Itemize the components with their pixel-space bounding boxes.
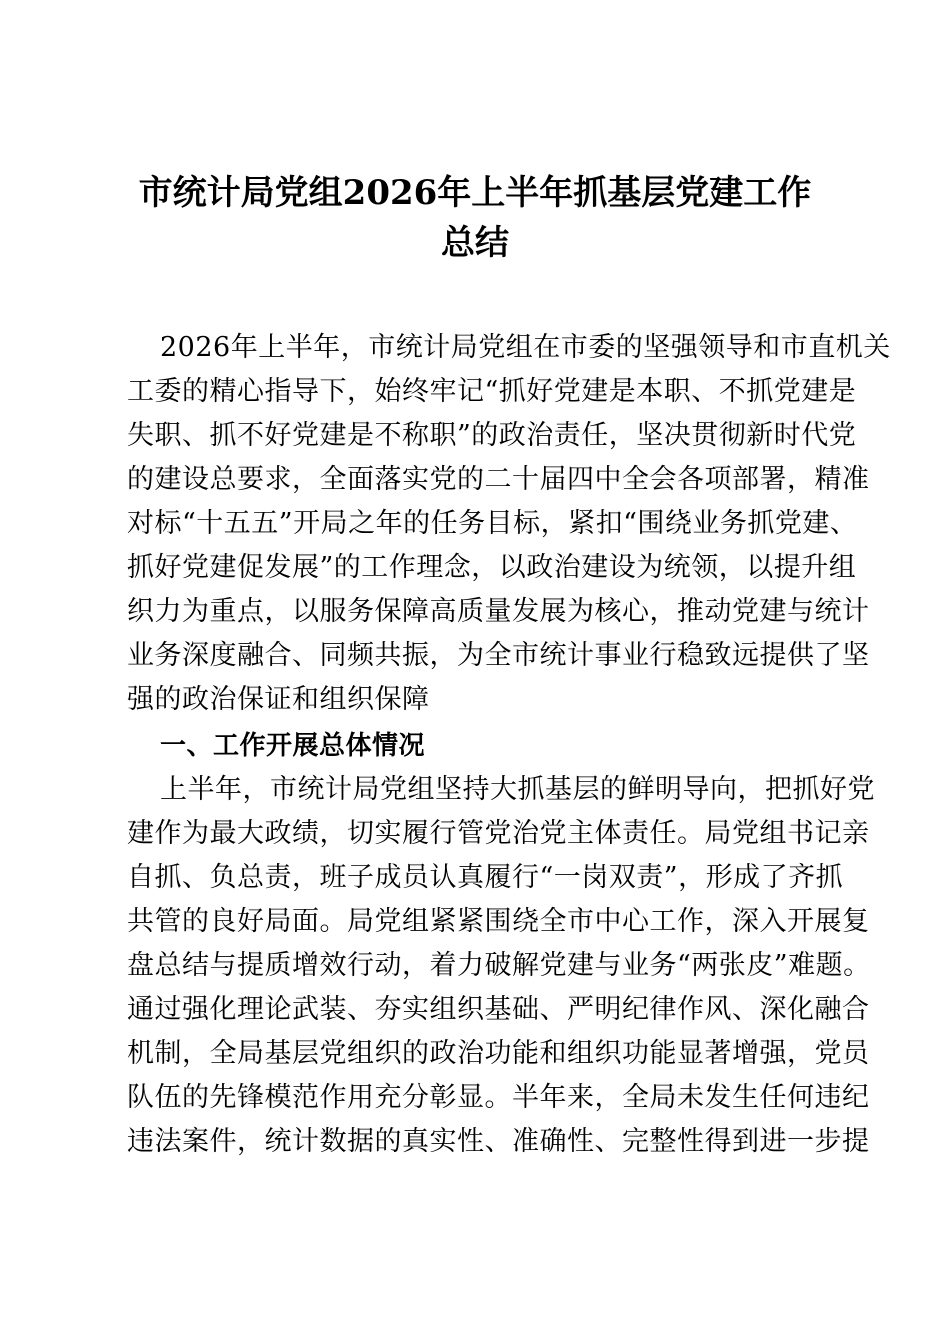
section1-line-1: 上半年，市统计局党组坚持大抓基层的鲜明导向，把抓好党 bbox=[160, 774, 875, 805]
intro-line-6: 抓好党建促发展”的工作理念，以政治建设为统领，以提升组 bbox=[127, 552, 857, 583]
section1-line-5: 盘总结与提质增效行动，着力破解党建与业务“两张皮”难题。 bbox=[127, 950, 871, 981]
document-title-line-1: 市统计局党组2026年上半年抓基层党建工作 bbox=[138, 173, 812, 213]
intro-line-9: 强的政治保证和组织保障 bbox=[127, 684, 430, 715]
intro-line-8: 业务深度融合、同频共振，为全市统计事业行稳致远提供了坚 bbox=[127, 640, 870, 671]
intro-line-5: 对标“十五五”开局之年的任务目标，紧扣“围绕业务抓党建、 bbox=[127, 508, 858, 539]
section1-line-4: 共管的良好局面。局党组紧紧围绕全市中心工作，深入开展复 bbox=[127, 906, 870, 937]
section1-line-2: 建作为最大政绩，切实履行管党治党主体责任。局党组书记亲 bbox=[127, 818, 870, 849]
document-title-line-2: 总结 bbox=[441, 223, 509, 263]
section1-line-6: 通过强化理论武装、夯实组织基础、严明纪律作风、深化融合 bbox=[127, 994, 870, 1025]
section-heading-1: 一、工作开展总体情况 bbox=[160, 731, 426, 761]
intro-line-1: 2026年上半年，市统计局党组在市委的坚强领导和市直机关 bbox=[160, 332, 891, 363]
section1-line-7: 机制，全局基层党组织的政治功能和组织功能显著增强，党员 bbox=[127, 1038, 870, 1069]
intro-line-7: 织力为重点，以服务保障高质量发展为核心，推动党建与统计 bbox=[127, 596, 870, 627]
intro-line-3: 失职、抓不好党建是不称职”的政治责任，坚决贯彻新时代党 bbox=[127, 420, 857, 451]
section1-line-9: 违法案件，统计数据的真实性、准确性、完整性得到进一步提 bbox=[127, 1126, 870, 1157]
section1-line-8: 队伍的先锋模范作用充分彰显。半年来，全局未发生任何违纪 bbox=[127, 1082, 870, 1113]
section1-line-3: 自抓、负总责，班子成员认真履行“一岗双责”，形成了齐抓 bbox=[127, 862, 844, 893]
intro-line-2: 工委的精心指导下，始终牢记“抓好党建是本职、不抓党建是 bbox=[127, 376, 857, 407]
intro-line-4: 的建设总要求，全面落实党的二十届四中全会各项部署，精准 bbox=[127, 464, 870, 495]
